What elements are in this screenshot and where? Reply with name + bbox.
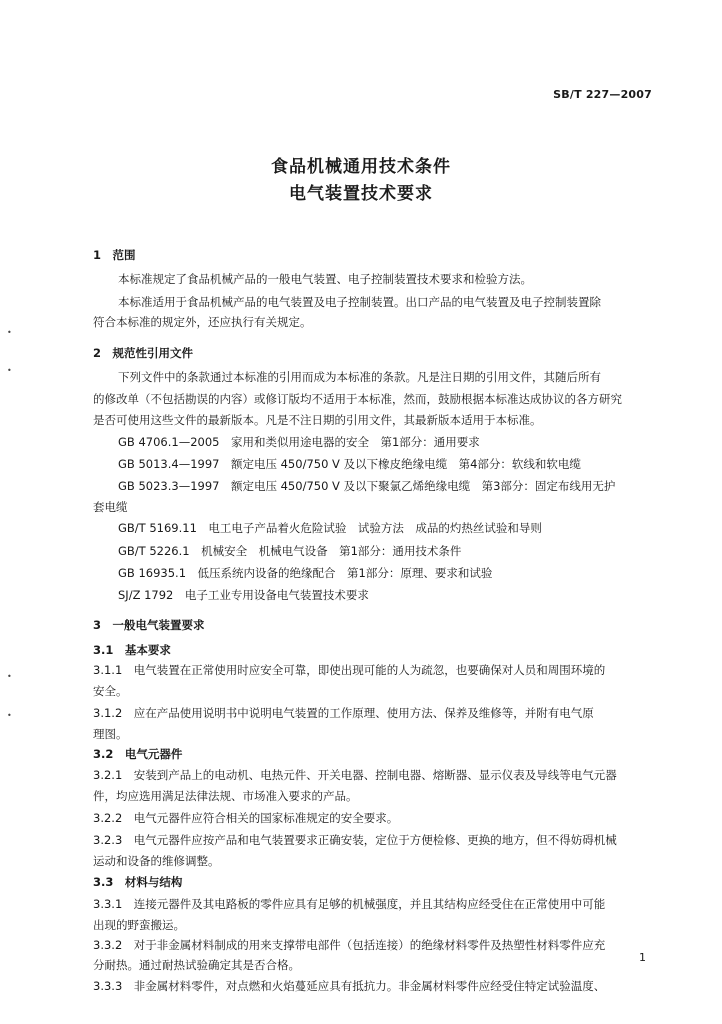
section-heading-3: 3 一般电气装置要求 — [93, 618, 205, 632]
body-line: 3.2.2 电气元器件应符合相关的国家标准规定的安全要求。 — [93, 811, 399, 825]
scan-mark: • — [7, 366, 12, 375]
clause-heading: 3.1 基本要求 — [93, 643, 171, 657]
body-line: 3.3.1 连接元器件及其电路板的零件应具有足够的机械强度，并且其结构应经受住在正常使用中可能 — [93, 897, 606, 911]
body-line: 3.1.2 应在产品使用说明书中说明电气装置的工作原理、使用方法、保养及维修等，并附有电气原 — [93, 706, 594, 720]
clause-heading: 3.3 材料与结构 — [93, 875, 183, 889]
body-line: 本标准规定了食品机械产品的一般电气装置、电子控制装置技术要求和检验方法。 — [118, 272, 532, 286]
title-line-2: 电气装置技术要求 — [289, 184, 433, 204]
body-line: 3.3.3 非金属材料零件，对点燃和火焰蔓延应具有抵抗力。非金属材料零件应经受住特定试验温度、 — [93, 979, 606, 993]
body-line: 运动和设备的维修调整。 — [93, 854, 220, 868]
section-heading-2: 2 规范性引用文件 — [93, 346, 194, 360]
clause-heading: 3.2 电气元器件 — [93, 747, 183, 761]
body-line: 本标准适用于食品机械产品的电气装置及电子控制装置。出口产品的电气装置及电子控制装置除 — [118, 295, 601, 309]
body-line: 符合本标准的规定外，还应执行有关规定。 — [93, 315, 312, 329]
section-heading-1: 1 范围 — [93, 248, 136, 262]
scan-mark: • — [7, 328, 12, 337]
body-line: 分耐热。通过耐热试验确定其是否合格。 — [93, 958, 300, 972]
title-line-1: 食品机械通用技术条件 — [271, 157, 451, 177]
reference-item: GB 16935.1 低压系统内设备的绝缘配合 第1部分：原理、要求和试验 — [118, 566, 493, 580]
reference-item: GB 4706.1—2005 家用和类似用途电器的安全 第1部分：通用要求 — [118, 435, 480, 449]
reference-item: GB/T 5226.1 机械安全 机械电气设备 第1部分：通用技术条件 — [118, 544, 462, 558]
body-line: 3.2.1 安装到产品上的电动机、电热元件、开关电器、控制电器、熔断器、显示仪表及导线等电气元器 — [93, 768, 617, 782]
reference-item: GB 5023.3—1997 额定电压 450/750 V 及以下聚氯乙烯绝缘电缆 第3部分：固定布线用无护 — [118, 479, 616, 493]
body-line: 安全。 — [93, 684, 128, 698]
reference-item: 套电缆 — [93, 500, 128, 514]
body-line: 下列文件中的条款通过本标准的引用而成为本标准的条款。凡是注日期的引用文件，其随后所有 — [118, 370, 601, 384]
scan-mark: • — [7, 711, 12, 720]
reference-item: GB/T 5169.11 电工电子产品着火危险试验 试验方法 成品的灼热丝试验和导则 — [118, 521, 542, 535]
body-line: 3.3.2 对于非金属材料制成的用来支撑带电部件（包括连接）的绝缘材料零件及热塑性材料零件应充 — [93, 938, 606, 952]
body-line: 理图。 — [93, 727, 128, 741]
body-line: 出现的野蛮搬运。 — [93, 918, 185, 932]
body-line: 件，均应选用满足法律法规、市场准入要求的产品。 — [93, 789, 358, 803]
page-number: 1 — [639, 951, 646, 964]
scan-mark: • — [7, 672, 12, 681]
reference-item: GB 5013.4—1997 额定电压 450/750 V 及以下橡皮绝缘电缆 第4部分：软线和软电缆 — [118, 457, 581, 471]
standard-code: SB/T 227—2007 — [553, 88, 652, 101]
body-line: 3.2.3 电气元器件应按产品和电气装置要求正确安装，定位于方便检修、更换的地方，但不得妨碍机械 — [93, 833, 617, 847]
body-line: 3.1.1 电气装置在正常使用时应安全可靠，即使出现可能的人为疏忽，也要确保对人员和周围环境的 — [93, 663, 606, 677]
reference-item: SJ/Z 1792 电子工业专用设备电气装置技术要求 — [118, 588, 369, 602]
body-line: 的修改单（不包括勘误的内容）或修订版均不适用于本标准，然而，鼓励根据本标准达成协议的各方研究 — [93, 392, 622, 406]
body-line: 是否可使用这些文件的最新版本。凡是不注日期的引用文件，其最新版本适用于本标准。 — [93, 413, 542, 427]
